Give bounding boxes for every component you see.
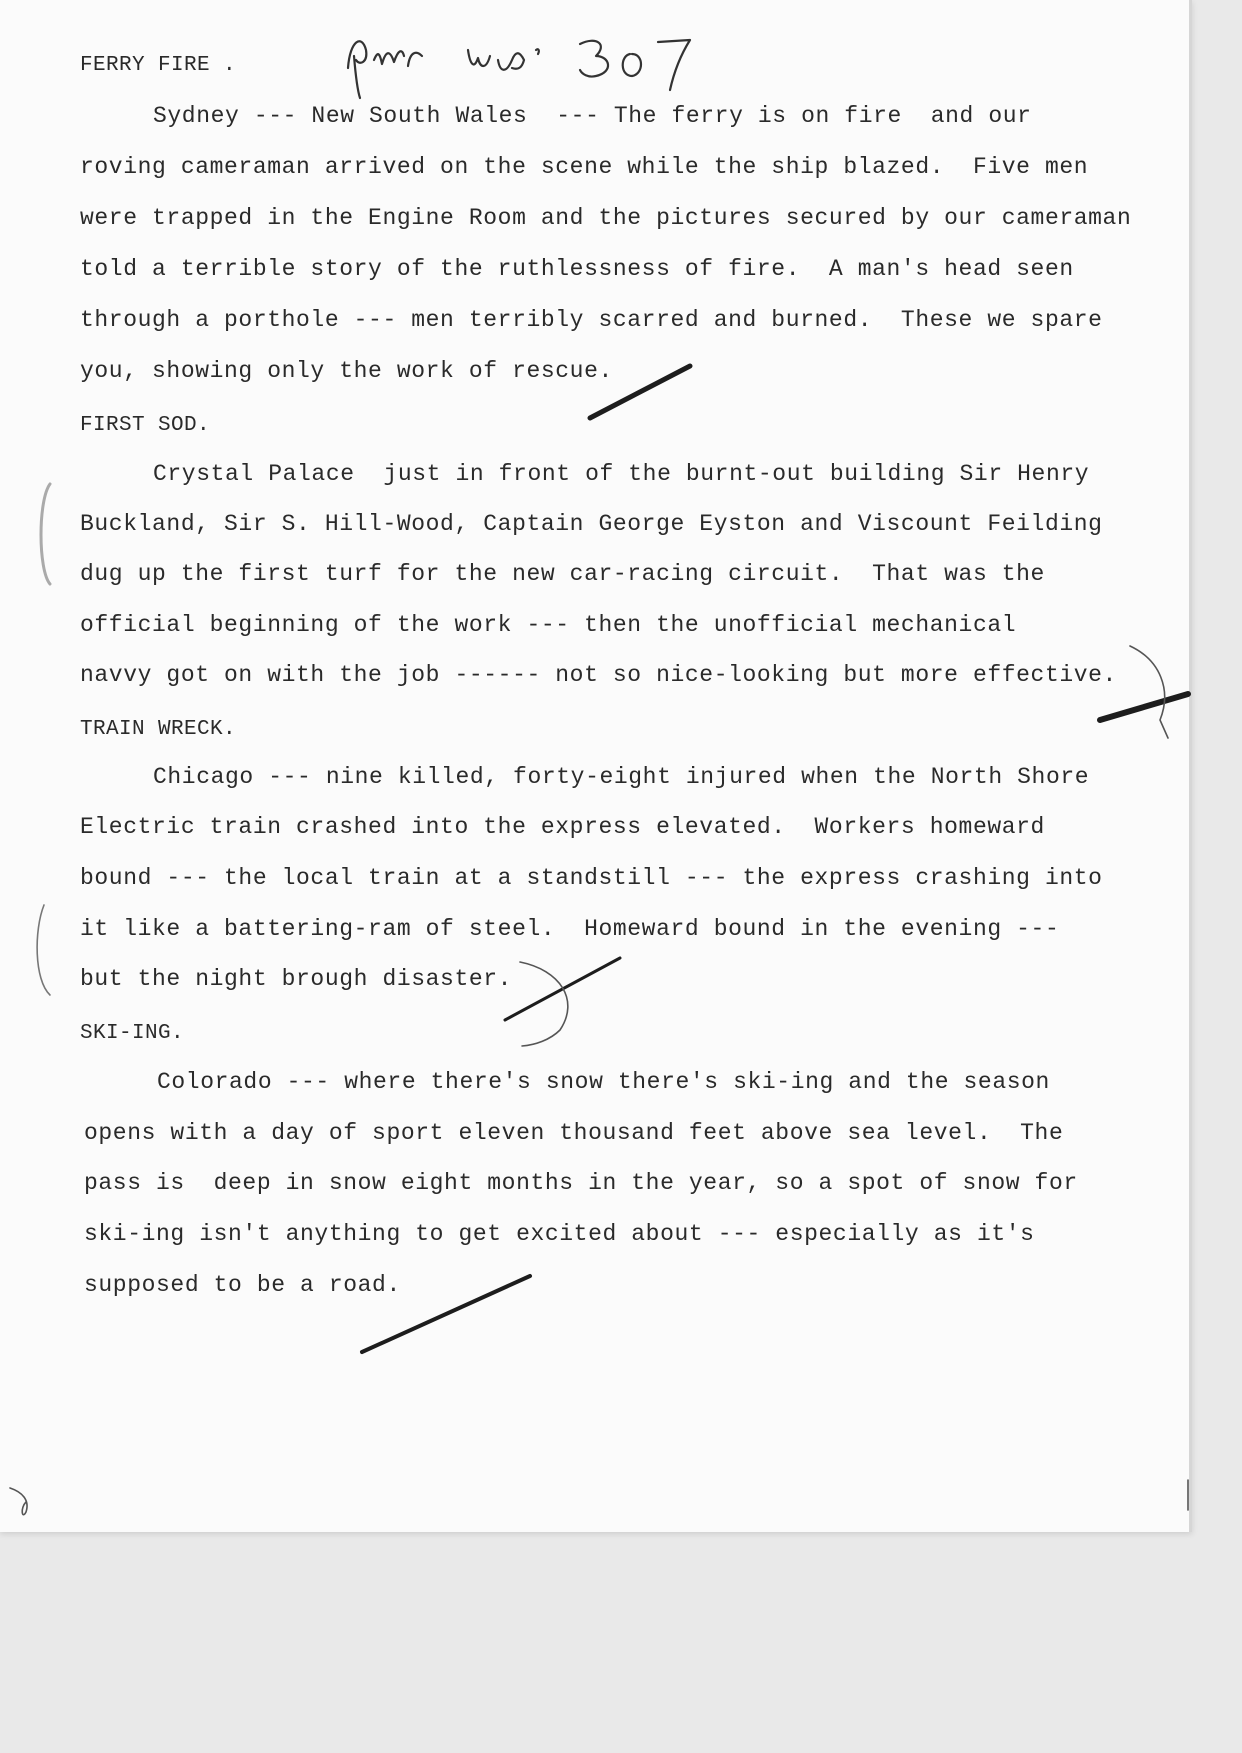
body-line: through a porthole --- men terribly scarred and burned. These we spare [80, 307, 1103, 333]
body-line: Sydney --- New South Wales --- The ferry is on fire and our [153, 103, 1032, 129]
body-line: Colorado --- where there's snow there's ski-ing and the season [157, 1069, 1050, 1095]
corner-scribble [10, 1488, 27, 1515]
page-edge-shadow [1189, 0, 1192, 1532]
body-line: opens with a day of sport eleven thousand feet above sea level. The [84, 1120, 1064, 1146]
section-heading-first-sod: FIRST SOD. [80, 414, 211, 437]
body-line: official beginning of the work --- then the unofficial mechanical [80, 612, 1017, 638]
pen-curve-mark [1130, 646, 1168, 738]
body-line: bound --- the local train at a standstill --- the express crashing into [80, 865, 1103, 891]
handwritten-annotation [340, 20, 780, 100]
pen-slash-mark [1100, 694, 1188, 720]
body-line: you, showing only the work of rescue. [80, 358, 613, 384]
body-line: it like a battering-ram of steel. Homeward bound in the evening --- [80, 916, 1060, 942]
body-line: ski-ing isn't anything to get excited about --- especially as it's [84, 1221, 1035, 1247]
body-line: told a terrible story of the ruthlessness of fire. A man's head seen [80, 256, 1074, 282]
body-line: but the night brough disaster. [80, 966, 513, 992]
body-line: pass is deep in snow eight months in the year, so a spot of snow for [84, 1170, 1078, 1196]
margin-bracket [37, 905, 50, 995]
pen-slash-mark [505, 958, 620, 1020]
body-line: dug up the first turf for the new car-racing circuit. That was the [80, 561, 1045, 587]
body-line: supposed to be a road. [84, 1272, 401, 1298]
pen-curve-mark [520, 962, 568, 1046]
body-line: Crystal Palace just in front of the burnt-out building Sir Henry [153, 461, 1090, 487]
body-line: roving cameraman arrived on the scene while the ship blazed. Five men [80, 154, 1089, 180]
body-line: Chicago --- nine killed, forty-eight injured when the North Shore [153, 764, 1090, 790]
body-line: Buckland, Sir S. Hill-Wood, Captain George Eyston and Viscount Feilding [80, 511, 1103, 537]
section-heading-train-wreck: TRAIN WRECK. [80, 718, 237, 741]
margin-bracket [41, 484, 50, 584]
body-line: navvy got on with the job ------ not so nice-looking but more effective. [80, 662, 1117, 688]
section-heading-ski-ing: SKI-ING. [80, 1022, 185, 1045]
body-line: Electric train crashed into the express elevated. Workers homeward [80, 814, 1045, 840]
handwritten-annotation-drawing [340, 20, 780, 100]
section-heading-ferry-fire: FERRY FIRE . [80, 54, 237, 77]
body-line: were trapped in the Engine Room and the pictures secured by our cameraman [80, 205, 1132, 231]
